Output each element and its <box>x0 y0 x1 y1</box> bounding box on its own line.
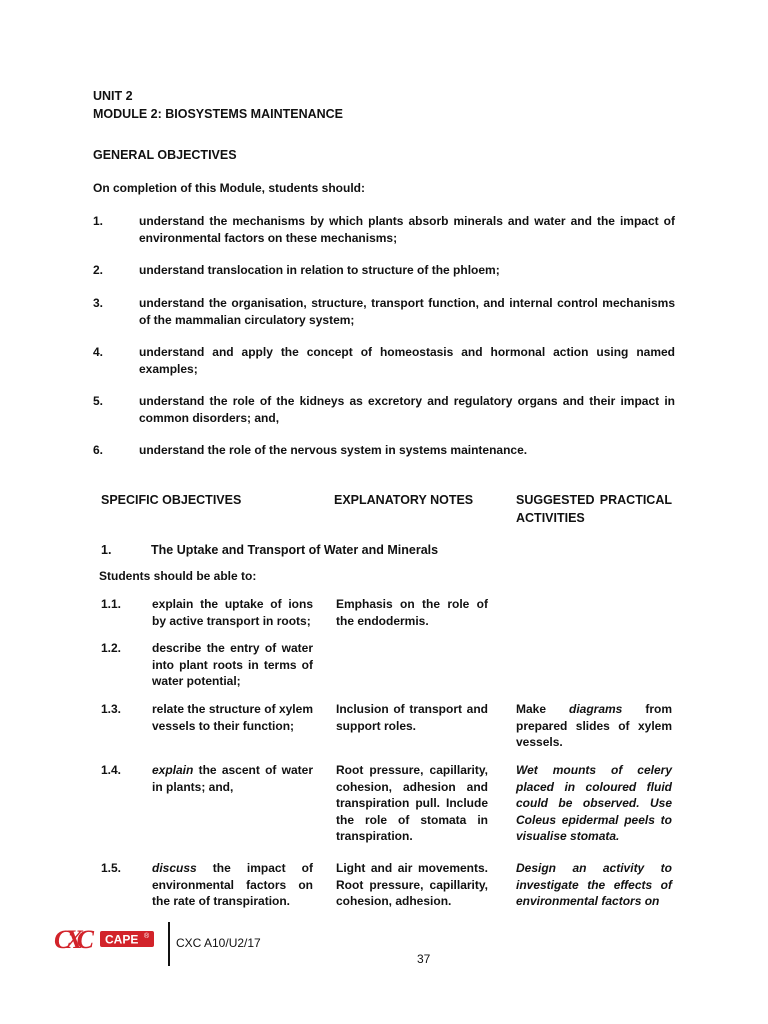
objective-number: 4. <box>93 345 104 359</box>
page-number: 37 <box>417 952 431 966</box>
row-number: 1.4. <box>101 763 122 777</box>
general-objectives-intro: On completion of this Module, students should: <box>93 181 365 195</box>
section-title: The Uptake and Transport of Water and Minerals <box>151 543 439 557</box>
activities-text: from prepared slides of xylem vessels. <box>516 702 672 749</box>
row-objective <box>152 860 313 910</box>
row-notes: Root pressure, capillarity, cohesion, adhesion and transpiration pull. Include the role of stomata in transpiration. <box>336 763 488 843</box>
objective-number: 3. <box>93 296 104 310</box>
row-objective: explain the uptake of ions by active transport in roots; <box>152 597 313 628</box>
row-activities: Design an activity to investigate the effects of environmental factors on <box>516 861 672 908</box>
objective-text: understand translocation in relation to structure of the phloem; <box>139 263 500 277</box>
svg-text:CAPE: CAPE <box>105 932 139 947</box>
col-header-specific-objectives: SPECIFIC OBJECTIVES <box>101 493 242 507</box>
row-number: 1.3. <box>101 702 122 716</box>
row-activities: Wet mounts of celery placed in coloured fluid could be observed. Use Coleus epidermal peels to visualise stomata. <box>516 763 672 843</box>
objective-verb: discuss <box>152 861 197 875</box>
row-objective: describe the entry of water into plant roots in terms of water potential; <box>152 641 313 688</box>
row-number: 1.1. <box>101 597 122 611</box>
row-notes: Emphasis on the role of the endodermis. <box>336 597 488 628</box>
general-objectives-heading: GENERAL OBJECTIVES <box>93 148 237 162</box>
module-title: MODULE 2: BIOSYSTEMS MAINTENANCE <box>93 107 344 121</box>
objective-verb: explain <box>152 763 194 777</box>
objective-text: understand the role of the nervous system in systems maintenance. <box>139 443 528 457</box>
section-number: 1. <box>101 543 112 557</box>
objective-text: understand the mechanisms by which plants absorb minerals and water and the impact of environmental factors on these mechanisms; <box>139 214 675 245</box>
students-line: Students should be able to: <box>99 569 257 583</box>
row-number: 1.5. <box>101 861 122 875</box>
row-objective: relate the structure of xylem vessels to their function; <box>152 702 313 733</box>
row-activities <box>516 701 672 751</box>
col-header-suggested-activities-text: SUGGESTED PRACTICAL ACTIVITIES <box>516 493 672 525</box>
objective-text: the ascent of water in plants; and, <box>152 763 313 794</box>
footer-divider <box>168 922 170 966</box>
col-header-explanatory-notes: EXPLANATORY NOTES <box>334 493 474 507</box>
objective-text: understand the role of the kidneys as excretory and regulatory organs and their impact in common disorders; and, <box>139 394 675 425</box>
objective-number: 6. <box>93 443 104 457</box>
svg-text:CXC: CXC <box>54 925 89 954</box>
objective-text: the impact of environmental factors on the rate of transpiration. <box>152 861 313 908</box>
objective-number: 5. <box>93 394 104 408</box>
row-notes: Light and air movements. Root pressure, capillarity, cohesion, adhesion. <box>336 861 488 908</box>
unit-title: UNIT 2 <box>93 89 133 103</box>
objective-number: 1. <box>93 214 104 228</box>
document-code: CXC A10/U2/17 <box>176 936 261 950</box>
row-number: 1.2. <box>101 641 122 655</box>
objective-number: 2. <box>93 263 104 277</box>
cxc-logo-icon <box>52 924 162 960</box>
objective-text: understand the organisation, structure, transport function, and internal control mechanisms of the mammalian circulatory system; <box>139 296 675 327</box>
activities-text: Make <box>516 702 569 716</box>
row-objective <box>152 762 313 795</box>
cxc-cape-logo <box>52 924 162 960</box>
row-notes: Inclusion of transport and support roles. <box>336 702 488 733</box>
objective-text: understand and apply the concept of homeostasis and hormonal action using named examples; <box>139 345 675 376</box>
activities-emphasis: diagrams <box>569 702 623 716</box>
col-header-suggested-activities <box>516 491 672 527</box>
svg-text:®: ® <box>144 933 150 940</box>
